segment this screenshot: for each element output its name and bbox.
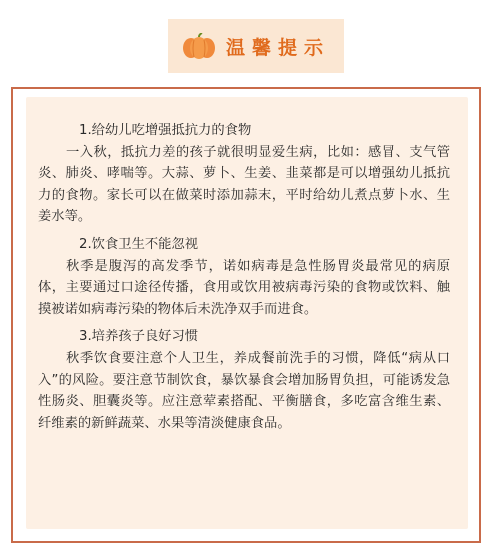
title-banner [168, 19, 344, 73]
section-body: 一入秋，抵抗力差的孩子就很明显爱生病，比如：感冒、支气管炎、肺炎、哮喘等。大蒜、萝卜、生姜、韭菜都是可以增强幼儿抵抗力的食物。家长可以在做菜时添加蒜末，平时给幼儿煮点萝卜水、生姜水等。 [38, 144, 450, 225]
pumpkin-icon [182, 33, 216, 59]
section-heading: 3.培养孩子良好习惯 [79, 329, 199, 345]
section-heading: 1.给幼儿吃增强抵抗力的食物 [79, 123, 252, 138]
section-heading: 2.饮食卫生不能忽视 [79, 236, 199, 252]
page-title: 温馨提示 [225, 36, 330, 59]
section-body: 秋季饮食要注意个人卫生，养成餐前洗手的习惯，降低“病从口入”的风险。要注意节制饮食，暴饮暴食会增加肠胃负担，可能诱发急性肠炎、胆囊炎等。应注意荤素搭配、平衡膳食，多吃富含维生素、纤维素的新鲜蔬菜、水果等清淡健康食品。 [38, 350, 450, 431]
section-body: 秋季是腹泻的高发季节，诺如病毒是急性肠胃炎最常见的病原体，主要通过口途径传播，食用或饮用被病毒污染的食物或饮料、触摸被诺如病毒污染的物体后未洗净双手而进食。 [38, 258, 450, 317]
tips-content [38, 120, 450, 434]
